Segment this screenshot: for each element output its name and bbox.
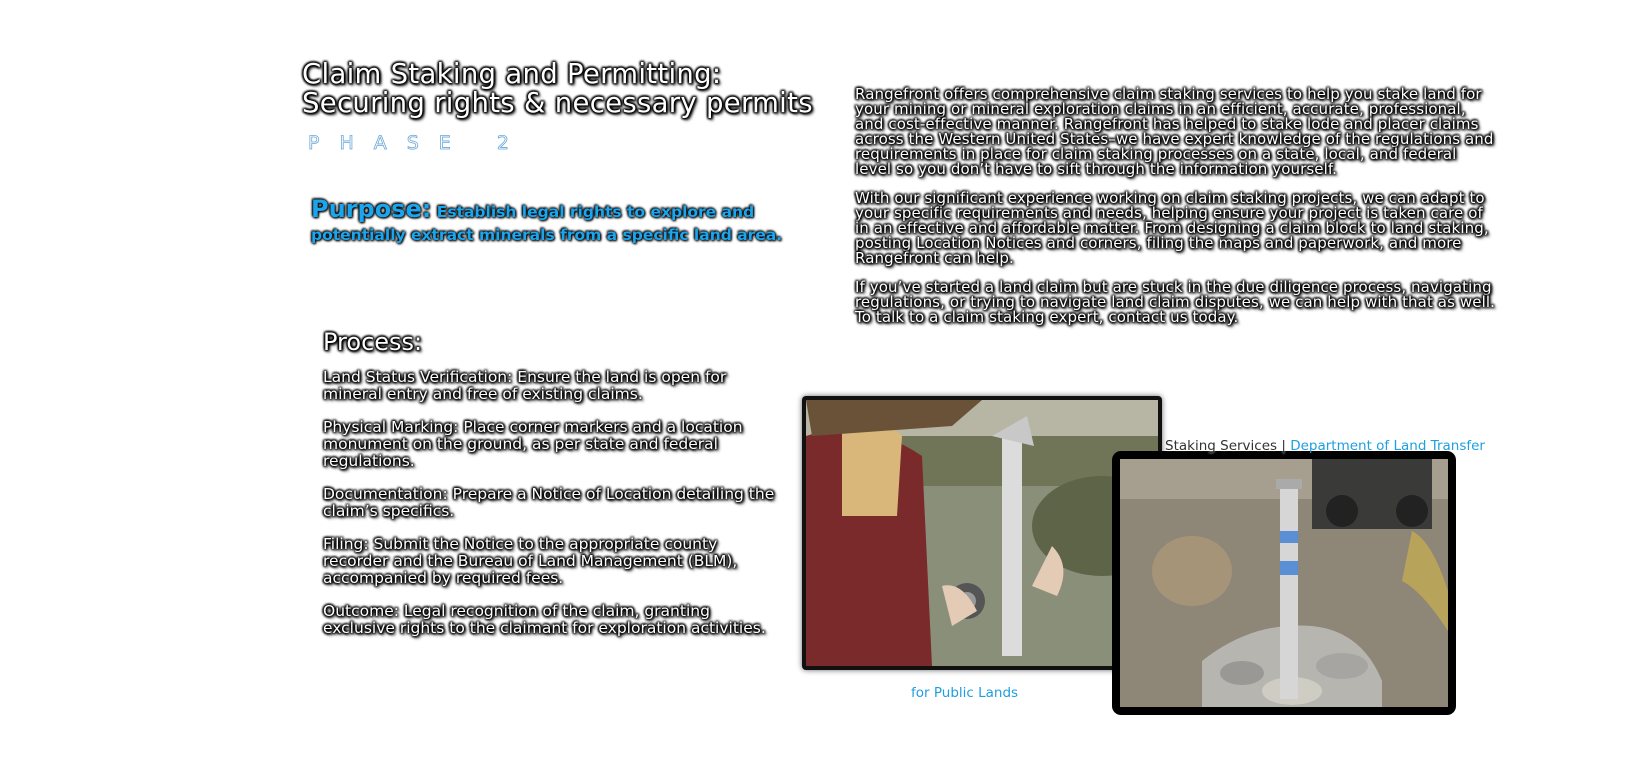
page-title xyxy=(302,60,813,118)
photo-surveyor-marking-post xyxy=(802,396,1162,670)
photo-credit-tail[interactable]: for Public Lands xyxy=(911,685,1019,701)
purpose-label: Purpose: xyxy=(311,195,432,223)
purpose-block xyxy=(311,195,791,247)
process-step-documentation: Documentation: Prepare a Notice of Location detailing the claim’s specifics. xyxy=(323,485,775,520)
process-heading: Process: xyxy=(323,328,423,356)
phase-label: PHASE 2 xyxy=(308,132,529,154)
title-line-2: Securing rights & necessary permits xyxy=(302,87,813,119)
process-step-land-status: Land Status Verification: Ensure the land is open for mineral entry and free of existing claims. xyxy=(323,368,727,403)
photo-credit xyxy=(1165,438,1485,454)
description-block xyxy=(855,87,1495,339)
description-paragraph: Rangefront offers comprehensive claim staking services to help you stake land for your mining or mineral exploration claims in an efficient, accurate, professional, and cost-effective manner. Rangefront has helped to stake lode and placer claims across the Western United States–we have expert knowledge of the regulations and requirements in place for claim staking processes on a state, local, and federal level so you don’t have to sift through the information yourself. xyxy=(855,85,1494,178)
process-step-physical-marking: Physical Marking: Place corner markers and a location monument on the ground, as per state and federal regulations. xyxy=(323,418,743,470)
description-paragraph: If you’ve started a land claim but are stuck in the due diligence process, navigating regulations, or trying to navigate land claim disputes, we can help with that as well. To talk to a claim staking expert, contact us today. xyxy=(855,278,1495,326)
process-step-outcome: Outcome: Legal recognition of the claim, granting exclusive rights to the claimant for exploration activities. xyxy=(323,602,766,637)
process-step-filing: Filing: Submit the Notice to the appropriate county recorder and the Bureau of Land Management (BLM), accompanied by required fees. xyxy=(323,535,738,587)
photo-credit-prefix: Staking Services | xyxy=(1165,438,1286,454)
process-list xyxy=(323,369,783,653)
description-paragraph: With our significant experience working on claim staking projects, we can adapt to your specific requirements and needs, helping ensure your project is taken care of in an effective and affordable matter. From designing a claim block to land staking, posting Location Notices and corners, filing the maps and paperwork, and more Rangefront can help. xyxy=(855,189,1489,267)
purpose-text: Establish legal rights to explore and potentially extract minerals from a specific land area. xyxy=(311,203,783,244)
photo-credit-link[interactable]: Department of Land Transfer xyxy=(1290,438,1485,454)
title-line-1: Claim Staking and Permitting: xyxy=(302,58,722,90)
photo-survey-monument xyxy=(1112,451,1456,715)
